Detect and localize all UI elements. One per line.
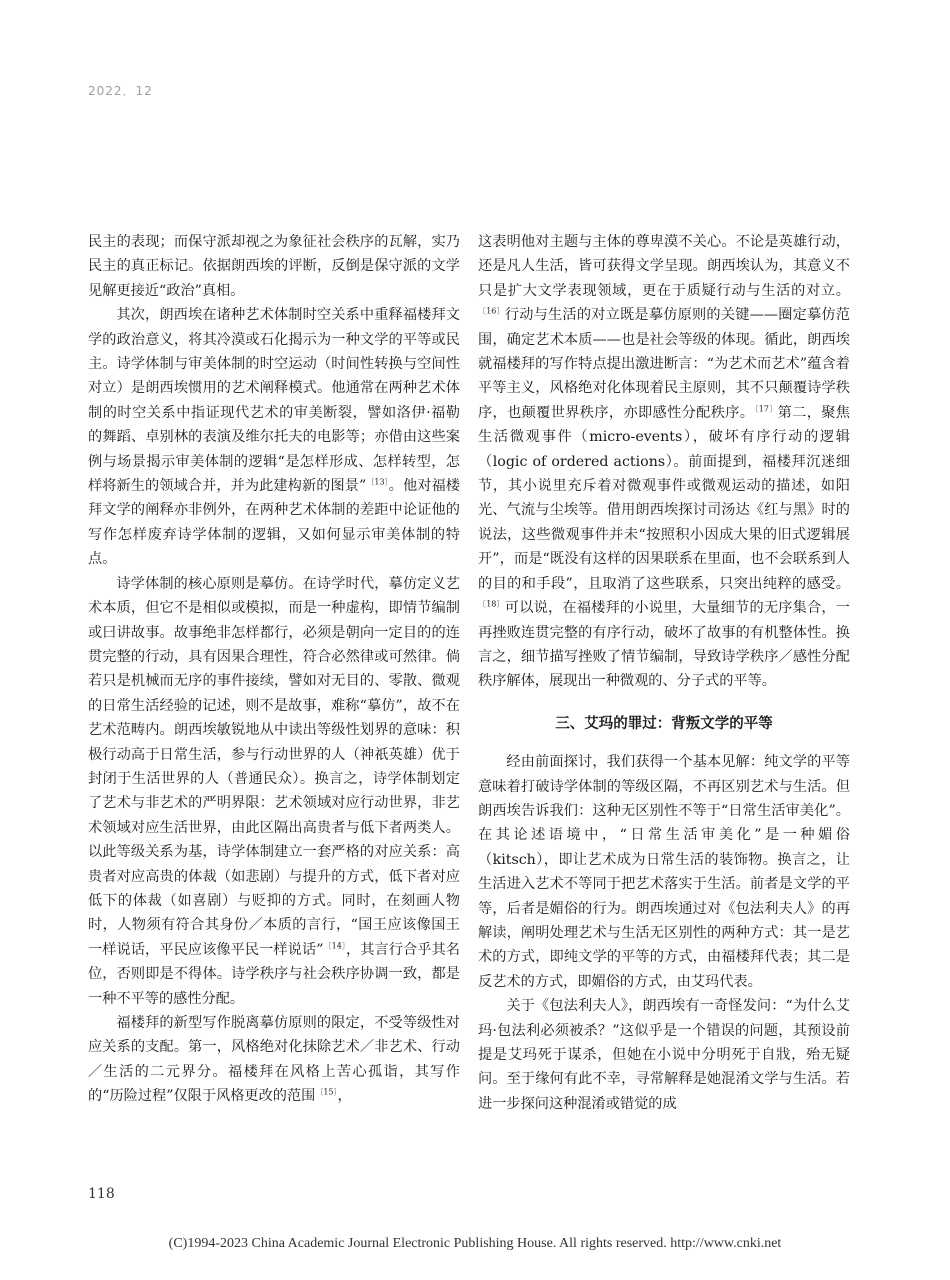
paragraph: 民主的表现；而保守派却视之为象征社会秩序的瓦解，实乃民主的真正标记。依据朗西埃的评断，反倒是保守派的文学见解更接近“政治”真相。 [88,234,460,299]
paragraph: 福楼拜的新型写作脱离摹仿原则的限定，不受等级性对应关系的支配。第一，风格绝对化抹除艺术／非艺术、行动／生活的二元界分。福楼拜在风格上苦心孤诣，其写作的“历险过程”仅限于风格更改的范围$^{〔15〕}$， [88,1015,460,1105]
header-date: 2022．12 [88,84,153,98]
paragraph: 诗学体制的核心原则是摹仿。在诗学时代，摹仿定义艺术本质，但它不是相似或模拟，而是一种虚构，即情节编制或曰讲故事。故事绝非怎样都行，必须是朝向一定目的的连贯完整的行动，具有因果合理性，符合必然律或可然律。倘若只是机械而无序的事件接续，譬如对无目的、零散、微观的日常生活经验的记述，则不是故事，难称“摹仿”，故不在艺术范畴内。朗西埃敏锐地从中读出等级性划界的意味：积极行动高于日常生活，参与行动世界的人（神祇英雄）优于封闭于生活世界的人（普通民众）。换言之，诗学体制划定了艺术与非艺术的严明界限：艺术领域对应行动世界，非艺术领域对应生活世界，由此区隔出高贵者与低下者两类人。以此等级关系为基，诗学体制建立一套严格的对应关系：高贵者对应高贵的体裁（如悲剧）与提升的方式，低下者对应低下的体裁（如喜剧）与贬抑的方式。同时，在刻画人物时，人物须有符合其身份／本质的言行，“国王应该像国王一样说话，平民应该像平民一样说话”$^{〔14〕}$，其言行合乎其名位，否则即是不得体。诗学秩序与社会秩序协调一致，都是一种不平等的感性分配。 [88,575,460,1007]
footnote-ref: 〔18〕 [478,599,505,609]
paragraph: 其次，朗西埃在诸种艺术体制时空关系中重释福楼拜文学的政治意义，将其冷漠或石化揭示为一种文学的平等或民主。诗学体制与审美体制的时空运动（时间性转换与空间性对立）是朗西埃惯用的艺术阐释模式。他通常在两种艺术体制的时空关系中指证现代艺术的审美断裂，譬如洛伊·福勒的舞蹈、卓别林的表演及维尔托夫的电影等；亦借由这些案例与场景揭示审美体制的逻辑“是怎样形成、怎样转型，怎样将新生的领域合并，并为此建构新的图景”$^{〔13〕}$。他对福楼拜文学的阐释亦非例外，在两种艺术体制的差距中论证他的写作怎样废弃诗学体制的逻辑，又如何显示审美体制的特点。 [88,307,460,568]
footnote-ref: 〔13〕 [366,477,389,487]
right-column [478,230,850,1116]
footnote-ref: 〔17〕 [754,404,778,414]
paragraph: 这表明他对主题与主体的尊卑漠不关心。不论是英雄行动，还是凡人生活，皆可获得文学呈现。朗西埃认为，其意义不只是扩大文学表现领域，更在于质疑行动与生活的对立。$^{〔16〕}$行动与生活的对立既是摹仿原则的关键——圈定摹仿范围，确定艺术本质——也是社会等级的体现。循此，朗西埃就福楼拜的写作特点提出激进断言：“为艺术而艺术”蕴含着平等主义，风格绝对化体现着民主原则，其不只颠覆诗学秩序，也颠覆世界秩序，亦即感性分配秩序。$^{〔17〕}$第二，聚焦生活微观事件（micro-events），破坏有序行动的逻辑（logic of ordered actions）。前面提到，福楼拜沉迷细节，其小说里充斥着对微观事件或微观运动的描述，如阳光、气流与尘埃等。借用朗西埃探讨司汤达《红与黑》时的说法，这些微观事件并未“按照积小因成大果的旧式逻辑展开”，而是“既没有这样的因果联系在里面，也不会联系到人的目的和手段”，且取消了这些联系，只突出纯粹的感受。$^{〔18〕}$可以说，在福楼拜的小说里，大量细节的无序集合，一再挫败连贯完整的有序行动，破坏了故事的有机整体性。换言之，细节描写挫败了情节编制，导致诗学秩序／感性分配秩序解体，展现出一种微观的、分子式的平等。 [478,234,850,690]
footnote-ref: 〔14〕 [323,941,346,951]
left-column [88,230,460,1109]
page-number: 118 [88,1186,115,1202]
paragraph: 关于《包法利夫人》，朗西埃有一奇怪发问：“为什么艾玛·包法利必须被杀？”这似乎是一个错误的问题，其预设前提是艾玛死于谋杀，但她在小说中分明死于自戕，殆无疑问。至于缘何有此不幸，寻常解释是她混淆文学与生活。若进一步探问这种混淆或错觉的成 [478,998,850,1112]
footnote-ref: 〔16〕 [478,306,505,316]
footnote-ref: 〔15〕 [315,1087,338,1097]
copyright-footer: (C)1994-2023 China Academic Journal Electronic Publishing House. All rights reserved. http://www.cnki.net [168,1236,782,1251]
paragraph: 经由前面探讨，我们获得一个基本见解：纯文学的平等意味着打破诗学体制的等级区隔，不再区别艺术与生活。但朗西埃告诉我们：这种无区别性不等于“日常生活审美化”。在其论述语境中，“日常生活审美化”是一种媚俗（kitsch），即让艺术成为日常生活的装饰物。换言之，让生活进入艺术不等同于把艺术落实于生活。前者是文学的平等，后者是媚俗的行为。朗西埃通过对《包法利夫人》的再解读，阐明处理艺术与生活无区别性的两种方式：其一是艺术的方式，即纯文学的平等的方式，由福楼拜代表；其二是反艺术的方式，即媚俗的方式，由艾玛代表。 [478,754,850,990]
section-heading: 三、艾玛的罪过：背叛文学的平等 [555,715,773,732]
